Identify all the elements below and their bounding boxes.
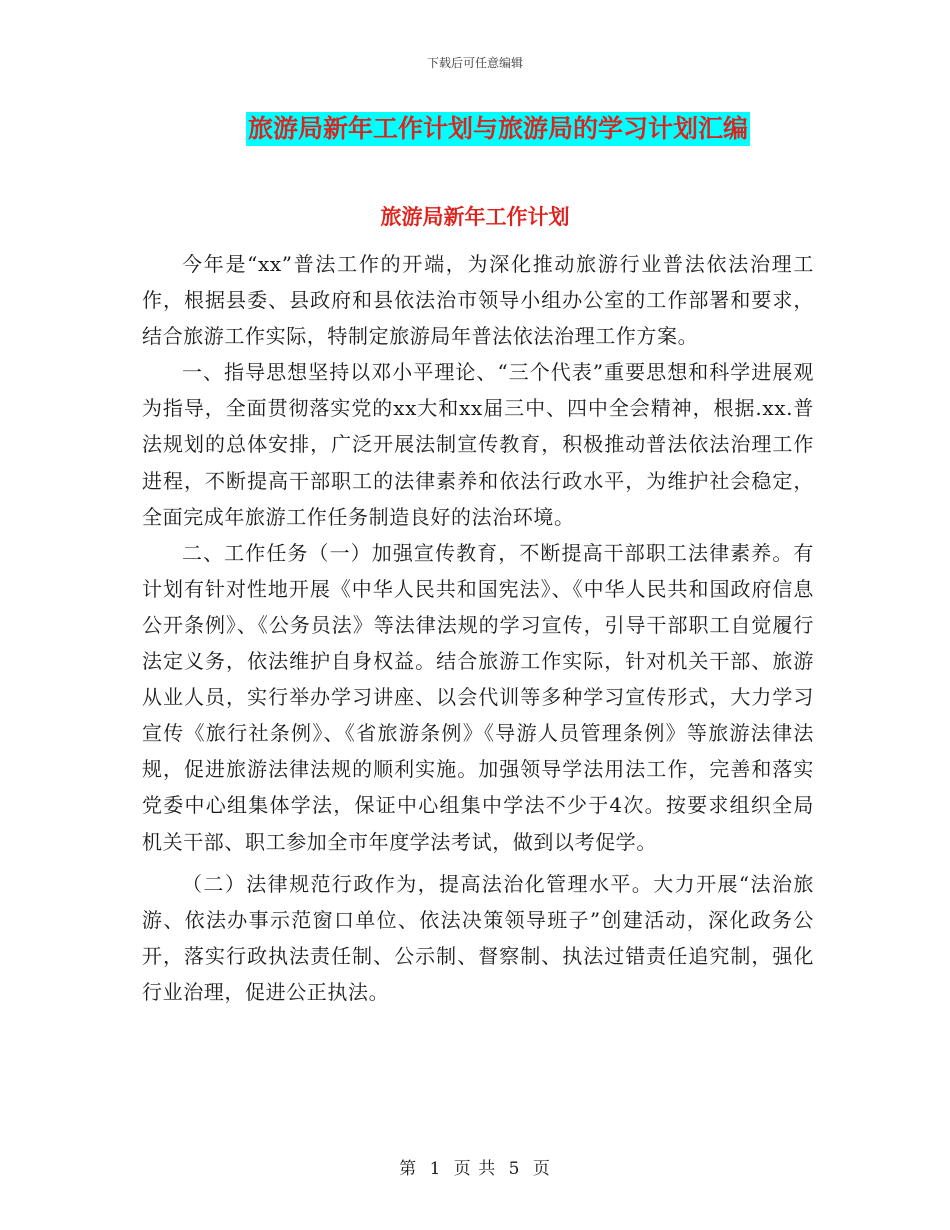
section-title: 旅游局新年工作计划 [380, 205, 570, 229]
paragraph-intro: 今年是“xx”普法工作的开端，为深化推动旅游行业普法依法治理工作，根据县委、县政府和县依法治市领导小组办公室的工作部署和要求，结合旅游工作实际，特制定旅游局年普法依法治理工作方案。 [142, 252, 814, 349]
document-body [142, 246, 814, 1010]
download-note: 下载后可任意编辑 [426, 56, 523, 70]
footer-current-page: 1 [429, 1159, 442, 1179]
paragraph-work-tasks: 二、工作任务（一）加强宣传教育，不断提高干部职工法律素养。有计划有针对性地开展《中华人民共和国宪法》、《中华人民共和国政府信息公开条例》、《公务员法》等法律法规的学习宣传，引导干部职工自觉履行法定义务，依法维护自身权益。结合旅游工作实际，针对机关干部、旅游从业人员，实行举办学习讲座、以会代训等多种学习宣传形式，大力学习宣传《旅行社条例》、《省旅游条例》《导游人员管理条例》等旅游法律法规，促进旅游法律法规的顺利实施。加强领导学法用法工作，完善和落实党委中心组集体学法，保证中心组集中学法不少于4次。按要求组织全局机关干部、职工参加全市年度学法考试，做到以考促学。 [142, 540, 814, 854]
footer-total-pages: 5 [508, 1159, 521, 1179]
main-title-container [0, 112, 950, 146]
paragraph-guiding-ideology: 一、指导思想坚持以邓小平理论、“三个代表”重要思想和科学进展观为指导，全面贯彻落实党的xx大和xx届三中、四中全会精神，根据.xx.普法规划的总体安排，广泛开展法制宣传教育，积极推动普法依法治理工作进程，不断提高干部职工的法律素养和依法行政水平，为维护社会稳定，全面完成年旅游工作任务制造良好的法治环境。 [142, 360, 814, 529]
footer-suffix: 页 [532, 1159, 551, 1179]
page-footer [0, 1154, 950, 1179]
footer-middle: 页 共 [453, 1159, 497, 1179]
footer-prefix: 第 [399, 1159, 418, 1179]
document-main-title: 旅游局新年工作计划与旅游局的学习计划汇编 [246, 112, 750, 146]
paragraph-legal-administration: （二）法律规范行政作为，提高法治化管理水平。大力开展“法治旅游、依法办事示范窗口单位、依法决策领导班子”创建活动，深化政务公开，落实行政执法责任制、公示制、督察制、执法过错责任追究制，强化行业治理，促进公正执法。 [142, 871, 814, 1004]
